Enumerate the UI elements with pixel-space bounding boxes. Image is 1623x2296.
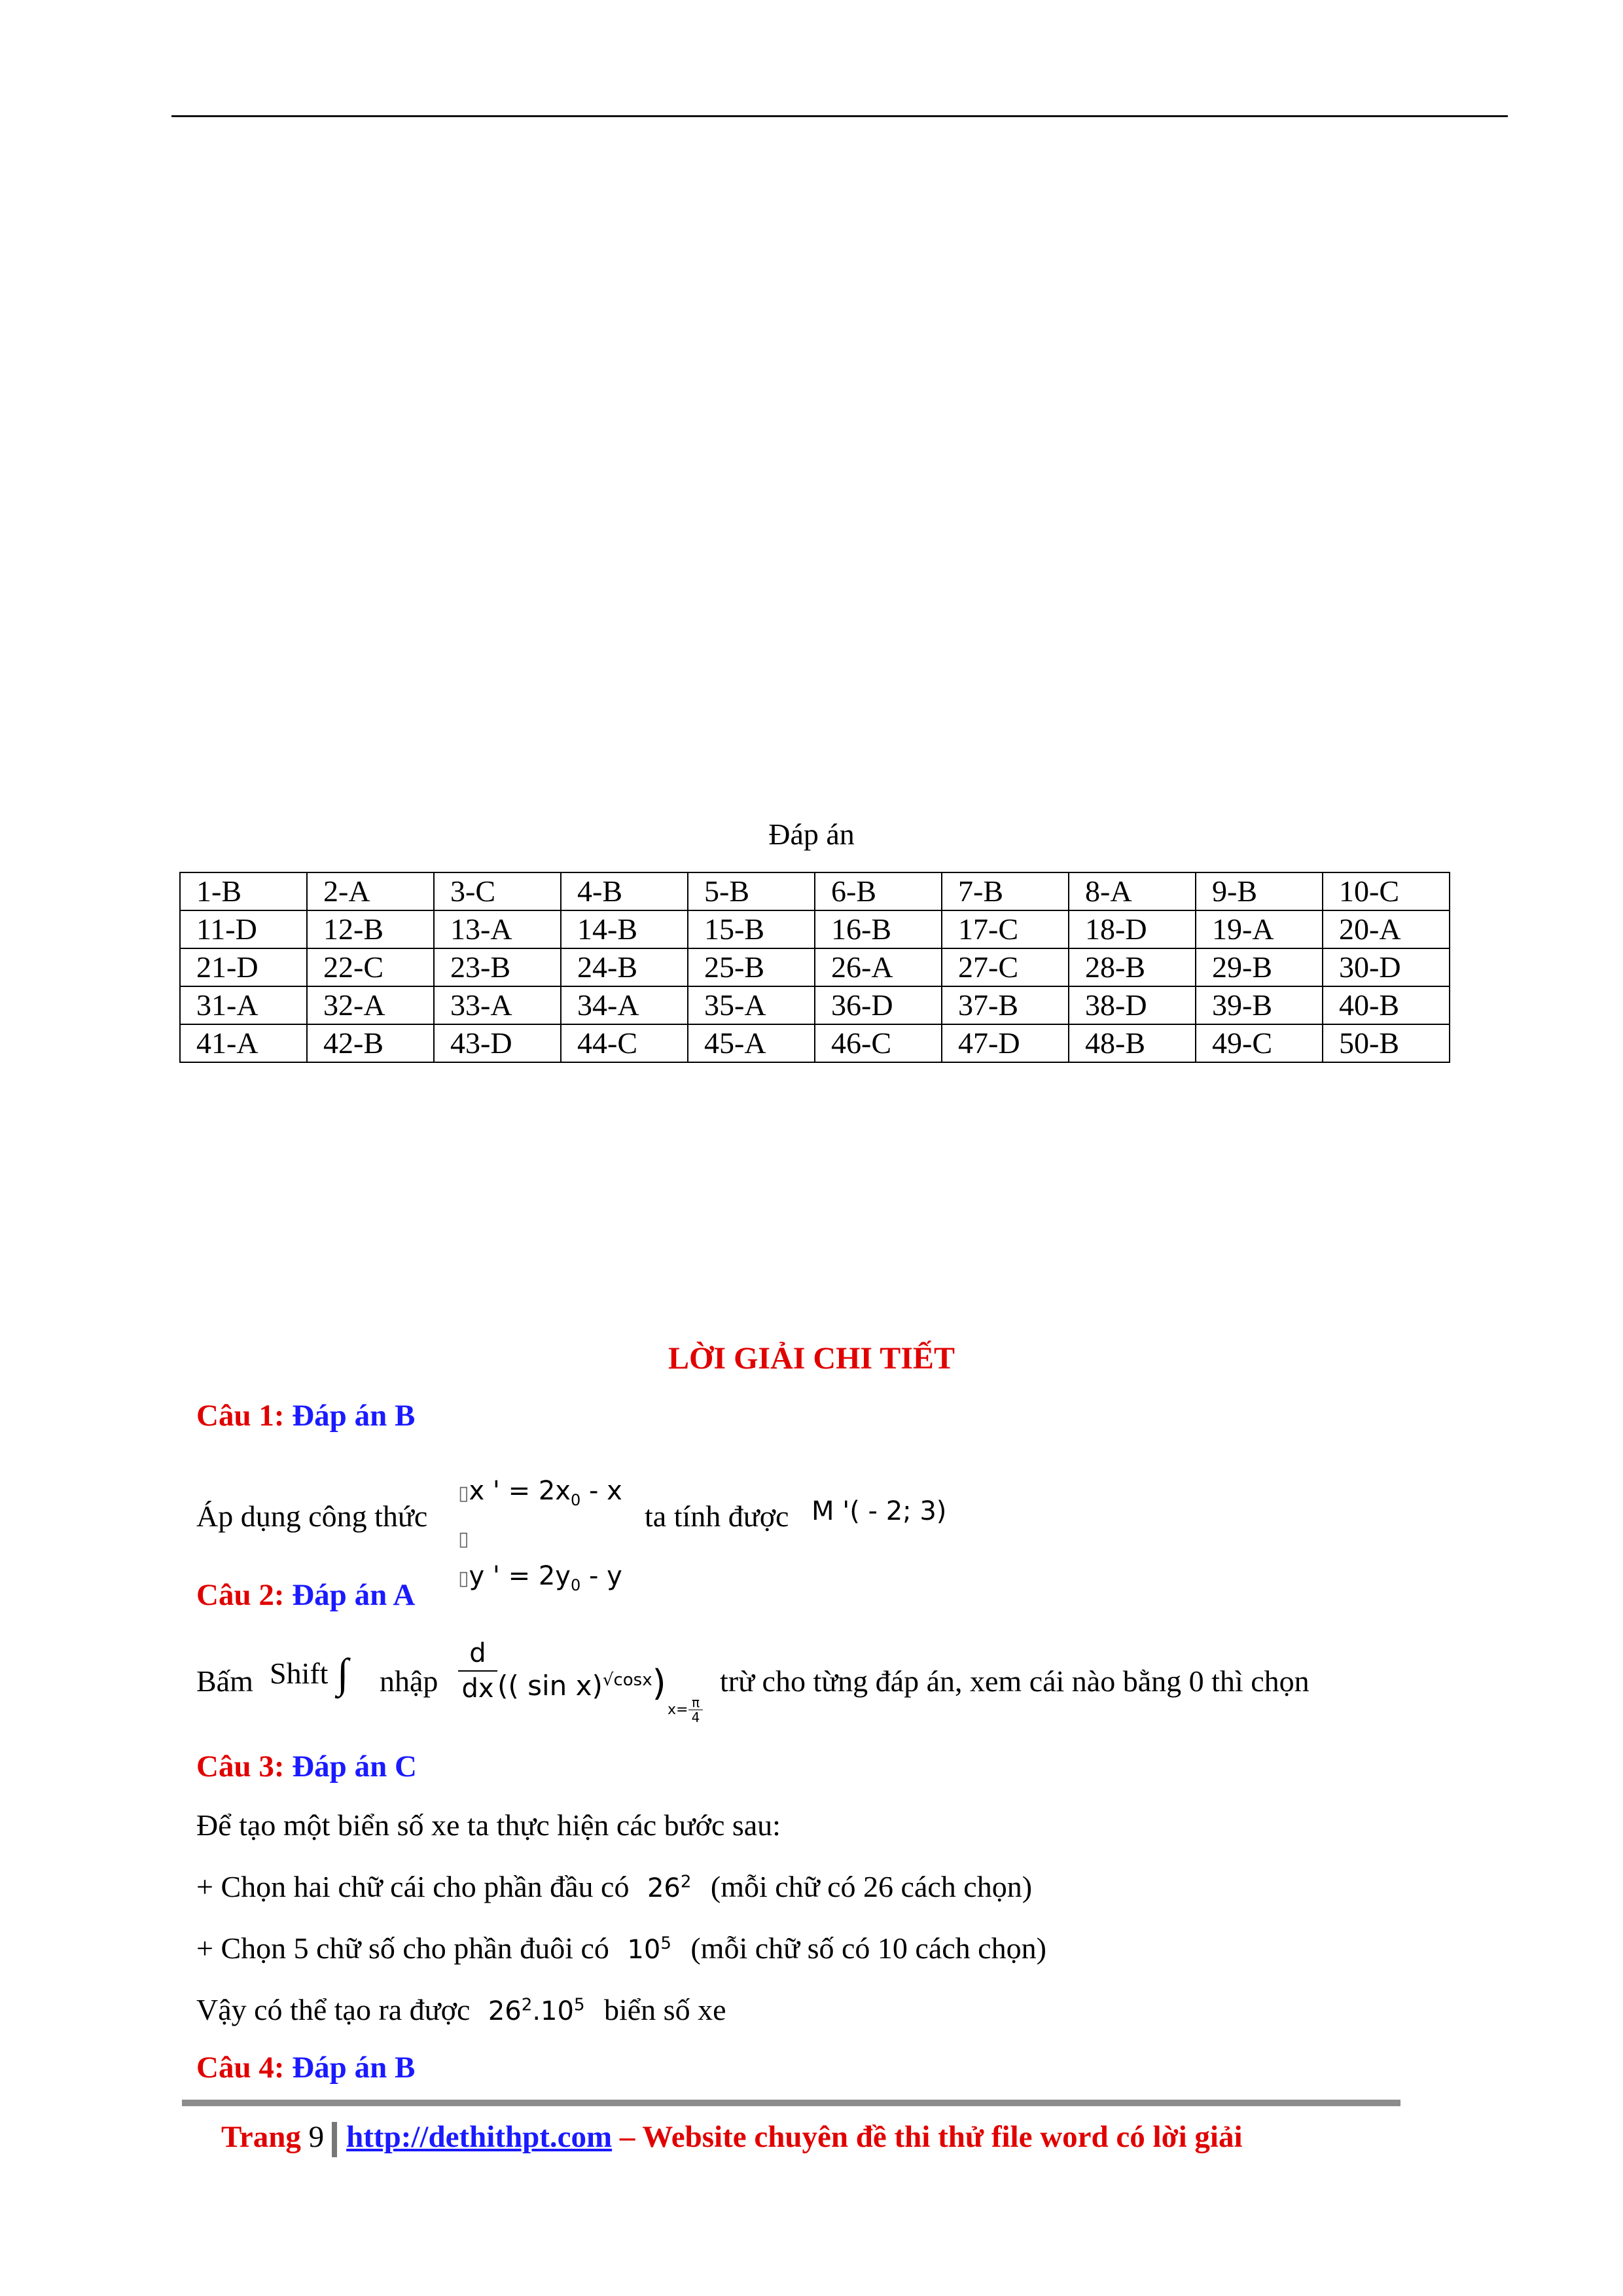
answer-cell: 37-B [942,986,1069,1024]
answer-cell: 40-B [1323,986,1450,1024]
fraction-denominator: dx [461,1674,494,1704]
answer-cell: 43-D [434,1024,561,1062]
answer-cell: 24-B [561,948,688,986]
answer-cell: 9-B [1196,872,1323,910]
answer-row [180,948,1450,986]
answer-cell: 48-B [1069,1024,1196,1062]
answer-cell: 34-A [561,986,688,1024]
exponent: 5 [573,1995,585,2015]
page-footer [221,2119,1243,2157]
q3-product [488,1996,585,2026]
answer-cell: 7-B [942,872,1069,910]
q1-text-after: ta tính được [645,1499,789,1533]
q2-text-rest: trừ cho từng đáp án, xem cái nào bằng 0 thì chọn [720,1664,1310,1698]
answer-cell: 32-A [307,986,434,1024]
eq-subscript: 0 [570,1576,581,1594]
q2-text-bam: Bấm [196,1664,253,1698]
base: 26 [488,1996,522,2026]
answer-key-table [179,872,1450,1063]
expression-base: (( sin x) [497,1670,603,1702]
answer-cell: 28-B [1069,948,1196,986]
answer-cell: 11-D [180,910,307,948]
exponent: 2 [521,1995,533,2015]
answer-cell: 18-D [1069,910,1196,948]
answer-row [180,986,1450,1024]
answer-cell: 4-B [561,872,688,910]
answer-cell: 27-C [942,948,1069,986]
answer-cell: 8-A [1069,872,1196,910]
answer-cell: 2-A [307,872,434,910]
answer-cell: 20-A [1323,910,1450,948]
answer-cell: 17-C [942,910,1069,948]
eq-subscript: 0 [570,1491,581,1509]
answer-row [180,910,1450,948]
answer-cell: 30-D [1323,948,1450,986]
answer-cell: 25-B [688,948,815,986]
q1-equation-system: ▯x ' = $2x_0$ - x ▯ ▯y ' = $2y_0$ - y [458,1476,622,1594]
solutions-heading: LỜI GIẢI CHI TIẾT [668,1341,955,1376]
answer-cell: 13-A [434,910,561,948]
q1-result: M '( - 2; 3) [812,1496,947,1526]
fraction-numerator: d [458,1636,497,1672]
answer-cell: 42-B [307,1024,434,1062]
question-1-heading [196,1398,415,1433]
answer-cell: 15-B [688,910,815,948]
answer-cell: 44-C [561,1024,688,1062]
exponent: 2 [680,1872,692,1892]
q3-line-3 [196,1931,1046,1965]
answer-cell: 45-A [688,1024,815,1062]
question-answer: Đáp án C [292,1749,417,1784]
question-4-heading [196,2050,415,2085]
q3-line-2-text: + Chọn hai chữ cái cho phần đầu có [196,1870,630,1903]
answer-row [180,872,1450,910]
question-number: Câu 1: [196,1399,285,1433]
expression-exponent: √cosx [602,1670,652,1690]
q1-text-before: Áp dụng công thức [196,1499,428,1533]
answer-cell: 19-A [1196,910,1323,948]
answer-cell: 47-D [942,1024,1069,1062]
q3-line-4-tail: biển số xe [603,1993,726,2026]
eq-line-2: y ' = 2y [469,1561,571,1591]
q3-power-10 [627,1935,671,1965]
base: 10 [541,1996,574,2026]
base: 10 [627,1935,661,1965]
answer-cell: 10-C [1323,872,1450,910]
answer-cell: 46-C [815,1024,942,1062]
answer-cell: 35-A [688,986,815,1024]
answer-cell: 23-B [434,948,561,986]
q2-eval-point [668,1702,688,1718]
answer-cell: 12-B [307,910,434,948]
eq-line-2-tail: - y [580,1561,622,1591]
base: 26 [647,1873,681,1903]
eq-line-1-tail: - x [580,1476,622,1506]
q3-line-1: Để tạo một biển số xe ta thực hiện các bước sau: [196,1808,781,1842]
page-number: 9 [308,2120,325,2154]
expression-close: ) [652,1662,666,1704]
question-3-heading [196,1749,417,1784]
answer-cell: 49-C [1196,1024,1323,1062]
answer-cell: 14-B [561,910,688,948]
q3-line-2-note: (mỗi chữ có 26 cách chọn) [710,1870,1033,1903]
q3-line-3-note: (mỗi chữ số có 10 cách chọn) [690,1931,1046,1965]
answers-title: Đáp án [768,817,855,851]
header-rule [171,115,1508,117]
q3-line-4 [196,1992,726,2027]
footer-divider [332,2122,337,2157]
answer-cell: 21-D [180,948,307,986]
footer-rule [182,2100,1400,2106]
answer-cell: 3-C [434,872,561,910]
integral-icon: ∫ [337,1650,349,1696]
question-number: Câu 2: [196,1578,285,1612]
answer-cell: 16-B [815,910,942,948]
answer-cell: 38-D [1069,986,1196,1024]
pi-numerator: π [688,1695,703,1710]
eval-var: x= [668,1702,688,1718]
dot: . [532,1996,541,2026]
q3-line-2 [196,1869,1032,1904]
website-link[interactable]: http://dethithpt.com [346,2120,613,2154]
question-number: Câu 3: [196,1749,285,1784]
pi-over-four [688,1695,703,1725]
page-label: Trang [221,2120,301,2154]
answer-cell: 5-B [688,872,815,910]
derivative-fraction [458,1636,497,1706]
footer-slogan: – Website chuyên đề thi thử file word có lời giải [612,2120,1243,2154]
question-number: Câu 4: [196,2051,285,2085]
question-answer: Đáp án A [292,1578,416,1612]
answer-cell: 33-A [434,986,561,1024]
pi-denominator: 4 [691,1710,700,1725]
q2-text-shift: Shift [270,1657,329,1690]
answer-cell: 50-B [1323,1024,1450,1062]
q3-line-3-text: + Chọn 5 chữ số cho phần đuôi có [196,1931,609,1965]
question-2-heading [196,1577,415,1613]
q3-power-26 [647,1873,691,1903]
question-answer: Đáp án B [292,1399,416,1433]
question-answer: Đáp án B [292,2051,416,2085]
eq-line-1: x ' = 2x [469,1476,571,1506]
exponent: 5 [660,1933,671,1954]
answer-row [180,1024,1450,1062]
answer-cell: 29-B [1196,948,1323,986]
answer-cell: 31-A [180,986,307,1024]
answer-cell: 41-A [180,1024,307,1062]
answer-cell: 26-A [815,948,942,986]
answer-cell: 39-B [1196,986,1323,1024]
answer-cell: 1-B [180,872,307,910]
answer-cell: 6-B [815,872,942,910]
answer-cell: 36-D [815,986,942,1024]
q3-line-4-text: Vậy có thể tạo ra được [196,1993,471,2026]
answer-cell: 22-C [307,948,434,986]
q2-expression [497,1662,666,1704]
q2-text-nhap: nhập [380,1664,438,1698]
